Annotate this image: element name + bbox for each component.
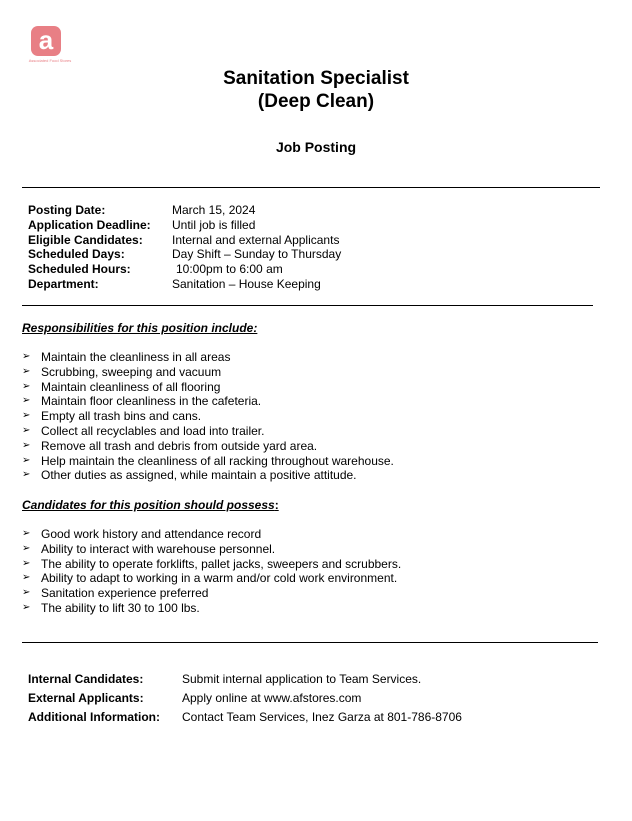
list-item-text: Collect all recyclables and load into trailer. — [41, 423, 265, 438]
info-label: Eligible Candidates: — [28, 232, 143, 247]
list-item — [22, 601, 401, 616]
list-item — [22, 557, 401, 572]
company-logo — [22, 26, 78, 63]
list-item-text: Remove all trash and debris from outside yard area. — [41, 438, 318, 453]
info-value: Sanitation – House Keeping — [172, 276, 321, 291]
info-row — [28, 218, 341, 233]
info-value: Internal and external Applicants — [172, 232, 340, 247]
info-value: Until job is filled — [172, 217, 256, 232]
list-item-text: Maintain the cleanliness in all areas — [41, 350, 231, 364]
list-item — [22, 542, 401, 557]
list-item — [22, 365, 394, 380]
divider-top — [22, 187, 600, 188]
divider-details — [22, 305, 593, 306]
arrow-bullet-icon: ➢ — [22, 365, 31, 377]
list-item-text: Help maintain the cleanliness of all racking throughout warehouse. — [41, 453, 394, 468]
arrow-bullet-icon: ➢ — [22, 601, 31, 613]
list-item-text: Ability to interact with warehouse personnel. — [41, 541, 276, 556]
arrow-bullet-icon: ➢ — [22, 424, 31, 436]
divider-bottom — [22, 642, 598, 643]
list-item — [22, 380, 394, 395]
info-row — [28, 247, 341, 262]
info-label: Scheduled Days: — [28, 247, 125, 262]
arrow-bullet-icon: ➢ — [22, 557, 31, 569]
list-item — [22, 439, 394, 454]
list-item-text: The ability to operate forklifts, pallet jacks, sweepers and scrubbers. — [41, 556, 402, 571]
logo-text: Associated Food Stores — [28, 58, 72, 63]
arrow-bullet-icon: ➢ — [22, 542, 31, 554]
list-item-text: Ability to adapt to working in a warm and/or cold work environment. — [41, 571, 398, 586]
list-item — [22, 527, 401, 542]
application-info — [28, 670, 462, 727]
info-label: Application Deadline: — [28, 217, 151, 232]
list-item — [22, 571, 401, 586]
document-subtitle: Job Posting — [275, 139, 357, 155]
footer-row — [28, 689, 462, 708]
arrow-bullet-icon: ➢ — [22, 351, 31, 362]
list-item — [22, 394, 394, 409]
list-item-text: Scrubbing, sweeping and vacuum — [41, 364, 222, 379]
arrow-bullet-icon: ➢ — [22, 572, 31, 584]
list-item — [22, 586, 401, 601]
footer-label: External Applicants: — [28, 691, 144, 705]
footer-value: Submit internal application to Team Services. — [182, 672, 422, 686]
document-title — [0, 67, 632, 113]
title-line-1: Sanitation Specialist — [223, 68, 409, 89]
info-row — [28, 203, 341, 218]
logo-mark: a — [31, 26, 61, 56]
list-item — [22, 468, 394, 483]
info-value: Day Shift – Sunday to Thursday — [172, 247, 342, 262]
arrow-bullet-icon: ➢ — [22, 528, 31, 539]
arrow-bullet-icon: ➢ — [22, 587, 31, 599]
list-item-text: Maintain floor cleanliness in the cafeteria. — [41, 394, 262, 409]
arrow-bullet-icon: ➢ — [22, 439, 31, 451]
candidates-list — [22, 527, 401, 616]
info-label: Department: — [28, 276, 99, 291]
list-item — [22, 350, 394, 365]
list-item — [22, 454, 394, 469]
info-value: 10:00pm to 6:00 am — [176, 262, 283, 277]
candidates-heading: Candidates for this position should possess: — [22, 498, 279, 512]
list-item-text: The ability to lift 30 to 100 lbs. — [41, 600, 200, 615]
arrow-bullet-icon: ➢ — [22, 395, 31, 407]
list-item — [22, 409, 394, 424]
responsibilities-list — [22, 350, 394, 483]
list-item-text: Other duties as assigned, while maintain a positive attitude. — [41, 468, 357, 483]
arrow-bullet-icon: ➢ — [22, 380, 31, 392]
info-row — [28, 233, 341, 248]
footer-label: Additional Information: — [28, 710, 160, 724]
list-item-text: Maintain cleanliness of all flooring — [41, 379, 221, 394]
footer-row — [28, 708, 462, 727]
footer-label: Internal Candidates: — [28, 672, 144, 686]
footer-row — [28, 670, 462, 689]
info-row — [28, 277, 341, 292]
footer-value: Apply online at www.afstores.com — [182, 691, 362, 705]
footer-value: Contact Team Services, Inez Garza at 801-786-8706 — [182, 710, 462, 724]
title-line-2: (Deep Clean) — [257, 91, 375, 112]
list-item-text: Sanitation experience preferred — [41, 586, 209, 601]
info-row — [28, 262, 341, 277]
arrow-bullet-icon: ➢ — [22, 469, 31, 481]
posting-details — [28, 203, 341, 292]
list-item — [22, 424, 394, 439]
info-label: Posting Date: — [28, 203, 106, 217]
info-value: March 15, 2024 — [172, 203, 256, 217]
list-item-text: Good work history and attendance record — [41, 527, 262, 541]
list-item-text: Empty all trash bins and cans. — [41, 409, 202, 424]
arrow-bullet-icon: ➢ — [22, 454, 31, 466]
responsibilities-heading: Responsibilities for this position include: — [22, 321, 258, 335]
info-label: Scheduled Hours: — [28, 262, 131, 277]
arrow-bullet-icon: ➢ — [22, 410, 31, 422]
